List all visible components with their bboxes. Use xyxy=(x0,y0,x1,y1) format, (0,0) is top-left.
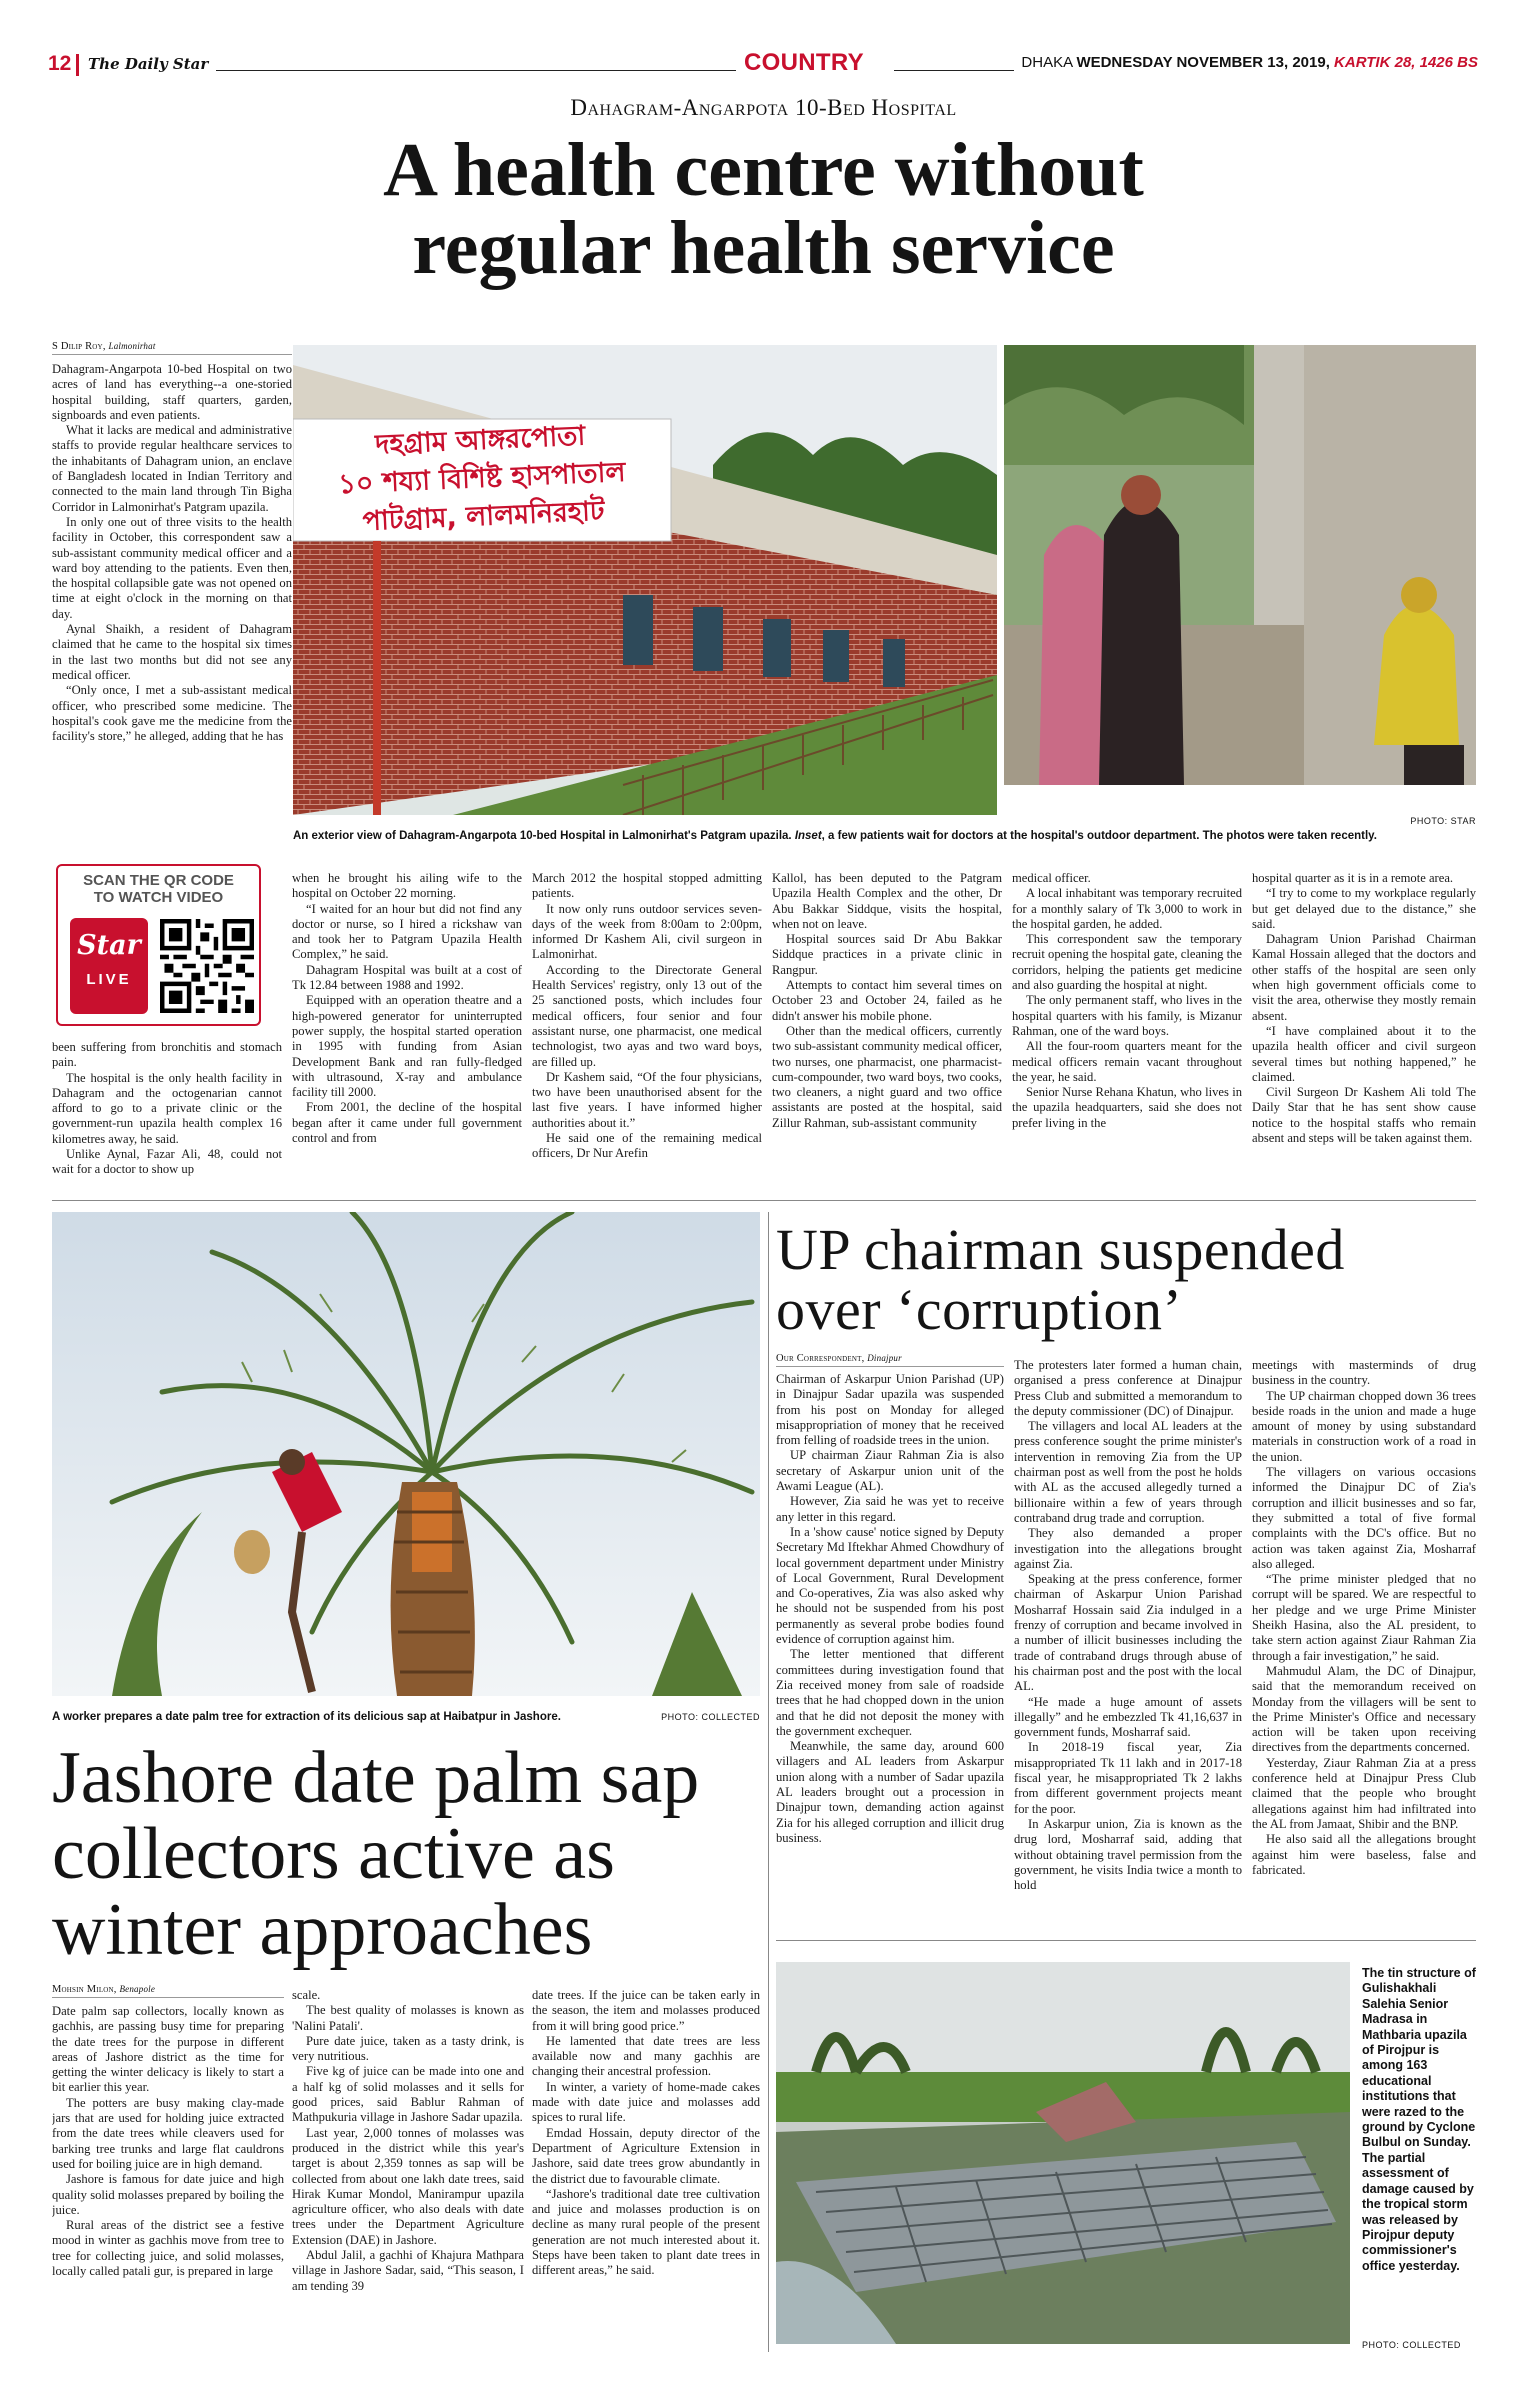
paragraph: The potters are busy making clay-made jars that are used for holding juice extracted from the date trees while cleavers used for barking tree trunks and large flat cauldrons used for boiling juice are in high demand. xyxy=(52,2095,284,2171)
paragraph: Date palm sap collectors, locally known as gachhis, are passing busy time for preparing the date trees for the purpose in different areas of Jashore district as the time for getting the winter delicacy is likely to start a bit earlier this year. xyxy=(52,2004,284,2095)
paragraph: Emdad Hossain, deputy director of the Department of Agriculture Extension in Jashore, said date trees grow abundantly in the district due to favourable climate. xyxy=(532,2125,760,2186)
story1-headline-line2: regular health service xyxy=(412,205,1115,290)
story1-photo-credit: PHOTO: STAR xyxy=(1410,816,1476,826)
paragraph: This correspondent saw the temporary recruit opening the hospital gate, cleaning the corridors, helping the patients get medicine and also guarding the hospital at night. xyxy=(1012,932,1242,993)
paragraph: Meanwhile, the same day, around 600 villagers and AL leaders from Askarpur union along with a number of Sadar upazila AL leaders brought out a procession in Dinajpur town, demanding action against Zia for his alleged corruption and illicit drug business. xyxy=(776,1739,1004,1845)
paragraph: Dr Kashem said, “Of the four physicians, two have been unauthorised absent for the last five years. I have informed higher authorities about it.” xyxy=(532,1069,762,1130)
qr-text-line2: TO WATCH VIDEO xyxy=(93,889,224,906)
paragraph: UP chairman Ziaur Rahman Zia is also secretary of Askarpur union unit of the Awami League (AL). xyxy=(776,1448,1004,1494)
paragraph: Civil Surgeon Dr Kashem Ali told The Daily Star that he has sent show cause notice to the hospital staffs who remain absent and steps will be taken against them. xyxy=(1252,1085,1476,1146)
hospital-signboard xyxy=(293,411,673,549)
story3-headline xyxy=(52,1737,760,1971)
qr-text-line1: SCAN THE QR CODE xyxy=(83,872,234,889)
paragraph: In Askarpur union, Zia is known as the drug lord, Mosharraf said, adding that without obtaining travel permission from the government, he visits India twice a month to hold xyxy=(1014,1816,1242,1893)
caption-text: , a few patients wait for doctors at the hospital's outdoor department. The photos were taken recently. xyxy=(821,830,1377,842)
paper-logo: The Daily Star xyxy=(88,55,209,73)
sign-line3: পাটগ্রাম, লালমনিরহাট xyxy=(361,495,606,538)
paragraph: What it lacks are medical and administrative staffs to provide regular healthcare services to the inhabitants of Dahagram union, an enclave of Bangladesh located in Indian Territory and connected to the main land through Tin Bigha Corridor in Lalmonirhat's Patgram upazila. xyxy=(52,423,292,514)
story2-headline-line2: over ‘corruption’ xyxy=(776,1277,1183,1342)
caption-text: An exterior view of Dahagram-Angarpota 10-bed Hospital in Lalmonirhat's Patgram upazila. xyxy=(293,830,795,842)
paragraph: The only permanent staff, who lives in the hospital quarters with his family, is Mizanur Rahman, one of the ward boys. xyxy=(1012,993,1242,1038)
star-logo-text: Star xyxy=(77,930,141,961)
story2-headline xyxy=(776,1217,1476,1342)
paragraph: Pure date juice, taken as a tasty drink, is very nutritious. xyxy=(292,2033,524,2064)
date-palm-art xyxy=(52,1212,760,1696)
dateline-date: WEDNESDAY NOVEMBER 13, 2019, xyxy=(1076,54,1330,71)
paragraph: It now only runs outdoor services seven-days of the week from 8:00am to 2:00pm, informed Dr Kashem Ali, civil surgeon in Lalmonirhat. xyxy=(532,901,762,962)
section-title: COUNTRY xyxy=(744,49,864,76)
paragraph: “The prime minister pledged that no corrupt will be spared. We are respectful to her pledge and we urge Prime Minister Sheikh Hasina, also the AL president, to take stern action against Ziaur Rahman Zia through a fair investigation,” he said. xyxy=(1252,1572,1476,1663)
paragraph: Senior Nurse Rehana Khatun, who lives in the upazila headquarters, said she does not prefer living in the xyxy=(1012,1085,1242,1130)
paragraph: Aynal Shaikh, a resident of Dahagram claimed that he came to the hospital six times in the last two months but did not see any medical officer. xyxy=(52,622,292,682)
paragraph: “I try to come to my workplace regularly but get delayed due to the distance,” she said. xyxy=(1252,886,1476,931)
story2-byline-name: Our Correspondent, xyxy=(776,1353,865,1364)
section-divider xyxy=(52,1200,1476,1201)
story1-byline-name: S Dilip Roy, xyxy=(52,341,106,352)
paragraph: The UP chairman chopped down 36 trees beside roads in the union and made a huge amount of money by using substandard materials in construction work of a road in the union. xyxy=(1252,1388,1476,1464)
page-number-bar xyxy=(76,54,79,76)
paragraph: The hospital is the only health facility in Dahagram and the octogenarian cannot afford to go to a private clinic or the government-run upazila health complex 16 kilometres away, he said. xyxy=(52,1070,282,1146)
paragraph: medical officer. xyxy=(1012,871,1091,885)
date-palm-photo xyxy=(52,1212,760,1696)
paragraph: Rural areas of the district see a festive mood in winter as gachhis move from tree to tree for collecting juice, and solid molasses, locally called patali gur, is prepared in large xyxy=(52,2218,284,2279)
paragraph: Unlike Aynal, Fazar Ali, 48, could not wait for a doctor to show up xyxy=(52,1147,282,1177)
story3-col2 xyxy=(292,1988,524,2352)
story1-col6 xyxy=(1252,871,1476,1188)
paragraph: In only one out of three visits to the health facility in October, this correspondent saw a sub-assistant community medical officer and a ward boy attending to the patients. Even then, the hospital collapsible gate was not opened on time at eight o'clock in the morning on that day. xyxy=(52,514,292,621)
paragraph: From 2001, the decline of the hospital began after it came under full government control and from xyxy=(292,1100,522,1146)
paragraph: Equipped with an operation theatre and a high-powered generator for uninterrupted power supply, the hospital started operation in 1995 with funding from Asian Development Bank and ran fully-fledged with ultrasound, X-ray and ambulance facility till 2000. xyxy=(292,993,522,1100)
story3-col1 xyxy=(52,2004,284,2352)
story2-byline xyxy=(776,1353,1004,1367)
story1-col1b xyxy=(52,1040,282,1188)
cyclone-photo-credit: PHOTO: COLLECTED xyxy=(1362,2340,1461,2350)
paragraph: Other than the medical officers, currently two sub-assistant community medical officer, two nurses, one pharmacist, one pharmacist-cum-compounder, two ward boys, two cooks, two cleaners, a night guard and two office assistants are posted at the hospital, said Zillur Rahman, sub-assistant community xyxy=(772,1023,1002,1130)
paragraph: The protesters later formed a human chain, organised a press conference at Dinajpur Press Club and submitted a memorandum to the deputy commissioner (DC) of Dinajpur. xyxy=(1014,1358,1242,1418)
caption-inset: Inset xyxy=(794,830,822,842)
live-logo-text: LIVE xyxy=(86,971,132,988)
story3-byline-name: Mohsin Milon, xyxy=(52,1984,117,1995)
paragraph: when he brought his ailing wife to the hospital on October 22 morning. xyxy=(292,871,522,901)
paragraph: The best quality of molasses is known as 'Nalini Patali'. xyxy=(292,2003,524,2033)
paragraph: Hospital sources said Dr Abu Bakkar Siddque practices in a private clinic in Rangpur. xyxy=(772,932,1002,977)
story1-col1 xyxy=(52,362,292,859)
cyclone-damage-art xyxy=(776,1962,1350,2344)
paragraph: The letter mentioned that different committees during investigation found that Zia received money from sale of roadside trees that he had chopped down in the union and that he did not deposit the money with the government exchequer. xyxy=(776,1647,1004,1738)
paragraph: Chairman of Askarpur Union Parishad (UP) in Dinajpur Sadar upazila was suspended from his post on Monday for alleged misappropriation of money that he received from felling of roadside trees in the union. xyxy=(776,1372,1004,1448)
dateline xyxy=(1021,54,1478,71)
date-palm-credit: PHOTO: COLLECTED xyxy=(661,1712,760,1722)
story1-col3 xyxy=(532,871,762,1188)
paragraph: In 2018-19 fiscal year, Zia misappropriated Tk 11 lakh and in 2017-18 fiscal year, he misappropriated Tk 2 lakhs from different government projects meant for the poor. xyxy=(1014,1740,1242,1816)
date-palm-caption: A worker prepares a date palm tree for extraction of its delicious sap at Haibatpur in Jashore. xyxy=(52,1711,561,1723)
paragraph: Five kg of juice can be made into one and a half kg of solid molasses and it sells for good prices, said Bablur Rahman of Mathpukuria village in Jashore Sadar upazila. xyxy=(292,2064,524,2125)
masthead-rule-left xyxy=(216,70,736,71)
story1-col2 xyxy=(292,871,522,1188)
dateline-city: DHAKA xyxy=(1021,54,1073,71)
story3-col3 xyxy=(532,1988,760,2352)
paragraph: Dahagram-Angarpota 10-bed Hospital on two acres of land has everything--a one-storied hospital building, staff quarters, garden, signboards and even patients. xyxy=(52,362,292,422)
story3-headline-line2: collectors active as xyxy=(52,1813,615,1895)
paragraph: Last year, 2,000 tonnes of molasses was produced in the district while this year's target is about 2,359 tonnes as sap will be collected from about one lakh date trees, said Hirak Kumar Mondol, Manirampur upazila agriculture officer, who also deals with date trees under the Department Agriculture Extension (DAE) in Jashore. xyxy=(292,2125,524,2247)
patients-inset-photo xyxy=(1004,345,1476,785)
sign-line1: দহগ্রাম আঙ্গরপোতা xyxy=(374,420,586,461)
qr-code-box[interactable] xyxy=(56,864,261,1026)
story1-byline xyxy=(52,341,292,355)
paragraph: Jashore is famous for date juice and high quality solid molasses prepared by boiling the juice. xyxy=(52,2172,284,2217)
vertical-divider xyxy=(768,1212,769,2352)
story3-byline-location: Benapole xyxy=(119,1984,156,1994)
paragraph: Mahmudul Alam, the DC of Dinajpur, said that the memorandum received on Monday from the villagers will be sent to the Prime Minister's Office and necessary action will be taken upon receiving directives from the departments concerned. xyxy=(1252,1663,1476,1755)
paragraph: hospital quarter as it is in a remote area. xyxy=(1252,871,1454,885)
paragraph: In a 'show cause' notice signed by Deputy Secretary Md Iftekhar Ahmed Chowdhury of local government department under Ministry of Local Government, Rural Development and Co-operatives, Zia was also asked why he should not be suspended from his post permanently as several probe bodies found evidence of corruption against him. xyxy=(776,1524,1004,1647)
cyclone-caption: The tin structure of Gulishakhali Salehia Senior Madrasa in Mathbaria upazila of Pirojpur is among 163 educational institutions that were razed to the ground by Cyclone Bulbul on Sunday. The partial assessment of damage caused by the tropical storm was released by Pirojpur deputy commissioner's office yesterday. xyxy=(1362,1966,1476,2273)
paragraph: He also said all the allegations brought against him were baseless, false and fabricated. xyxy=(1252,1832,1476,1877)
story1-byline-location: Lalmonirhat xyxy=(108,341,156,351)
paragraph: However, Zia said he was yet to receive any letter in this regard. xyxy=(776,1494,1004,1524)
story1-col4 xyxy=(772,871,1002,1188)
paragraph: Kallol, has been deputed to the Patgram Upazila Health Complex and the other, Dr Abu Bakkar Siddque, visits the hospital, when not on leave. xyxy=(772,871,1002,931)
story1-headline xyxy=(0,128,1527,290)
story1-headline-line1: A health centre without xyxy=(383,128,1144,212)
paragraph: March 2012 the hospital stopped admitting patients. xyxy=(532,871,762,901)
paragraph: Dahagram Hospital was built at a cost of Tk 12.84 between 1988 and 1992. xyxy=(292,962,522,993)
story2-col1 xyxy=(776,1372,1004,1932)
story2-byline-location: Dinajpur xyxy=(867,1353,902,1363)
paragraph: Yesterday, Ziaur Rahman Zia at a press conference held at Dinajpur Press Club claimed that the people who brought allegations against him had infiltrated into the AL from Jamaat, Shibir and the BNP. xyxy=(1252,1755,1476,1831)
sign-line2: ১০ শয্যা বিশিষ্ট হাসপাতাল xyxy=(337,456,627,501)
paragraph: They also demanded a proper investigation into the allegations brought against Zia. xyxy=(1014,1526,1242,1571)
paragraph: The villagers on various occasions informed the Dinajpur DC of Zia's corruption and illicit businesses and so far, they submitted a total of five formal complaints with the DC's office. But no action was taken against Zia, Mosharraf also alleged. xyxy=(1252,1465,1476,1571)
paragraph: He lamented that date trees are less available now and many gachhis are changing their ancestral profession. xyxy=(532,2033,760,2079)
story2-col2 xyxy=(1014,1358,1242,1932)
paragraph: He said one of the remaining medical officers, Dr Nur Arefin xyxy=(532,1131,762,1161)
story3-byline xyxy=(52,1984,284,1998)
paragraph: meetings with masterminds of drug business in the country. xyxy=(1252,1358,1476,1388)
paragraph: In winter, a variety of home-made cakes made with date juice and molasses add spices to rural life. xyxy=(532,2079,760,2125)
paragraph: been suffering from bronchitis and stomach pain. xyxy=(52,1040,282,1070)
star-live-logo xyxy=(70,918,148,1014)
story3-headline-line1: Jashore date palm sap xyxy=(52,1737,700,1819)
paragraph: date trees. If the juice can be taken early in the season, the item and molasses produced from it will bring good price.” xyxy=(532,1988,760,2033)
paragraph: Abdul Jalil, a gachhi of Khajura Mathpara village in Jashore Sadar, said, “This season, I am tending 39 xyxy=(292,2248,524,2293)
paragraph: “Jashore's traditional date tree cultivation and juice and molasses production is on decline as many rural people of the present generation are not much interested about it. Steps have been taken to plant date trees in different areas,” he said. xyxy=(532,2186,760,2278)
page-number: 12 xyxy=(48,52,72,75)
paragraph: “Only once, I met a sub-assistant medical officer, who prescribed some medicine. The hospital's cook gave me the medicine from the facility's store,” he alleged, adding that he has xyxy=(52,683,292,744)
story3-headline-line3: winter approaches xyxy=(52,1889,593,1971)
patients-inset-art xyxy=(1004,345,1476,785)
dateline-bangla: KARTIK 28, 1426 BS xyxy=(1334,54,1478,71)
paragraph: A local inhabitant was temporary recruited for a monthly salary of Tk 3,000 to work in the hospital garden, he added. xyxy=(1012,886,1242,931)
cyclone-damage-photo xyxy=(776,1962,1350,2344)
paragraph: All the four-room quarters meant for the medical officers remain vacant throughout the year, he said. xyxy=(1012,1039,1242,1084)
story4-divider xyxy=(776,1940,1476,1941)
hospital-photo xyxy=(293,345,997,815)
paragraph: Dahagram Union Parishad Chairman Kamal Hossain alleged that the doctors and other staffs of the hospital are seen only when high government officials come to visit the area, otherwise they mostly remain absent. xyxy=(1252,932,1476,1023)
story1-kicker: Dahagram-Angarpota 10-Bed Hospital xyxy=(570,95,957,120)
story2-headline-line1: UP chairman suspended xyxy=(776,1217,1345,1282)
story2-col3 xyxy=(1252,1358,1476,1932)
paragraph: “I have complained about it to the upazila health officer and civil surgeon several times but nothing happened,” he claimed. xyxy=(1252,1023,1476,1084)
story1-col5 xyxy=(1012,871,1242,1188)
story1-caption xyxy=(293,829,1476,843)
qr-code-icon[interactable] xyxy=(160,918,254,1014)
paragraph: “He made a huge amount of assets illegally” and he embezzled Tk 41,16,637 in government funds, Mosharraf said. xyxy=(1014,1694,1242,1740)
paragraph: scale. xyxy=(292,1988,321,2002)
paragraph: According to the Directorate General Health Services' registry, only 13 out of the 25 sanctioned posts, which includes four medical officers, four senior and four assistant nurse, one pharmacist, one medical technologist, two ayas and two ward boys, are filled up. xyxy=(532,962,762,1069)
paragraph: The villagers and local AL leaders at the press conference sought the prime minister's intervention in removing Zia from the UP chairman post as well from the post he holds with AL as the accused allegedly turned a billionaire within a few of years through contraband drug trade and corruption. xyxy=(1014,1419,1242,1525)
masthead-rule-right xyxy=(894,70,1014,71)
paragraph: “I waited for an hour but did not find any doctor or nurse, so I hired a rickshaw van and took her to Patgram Upazila Health Complex,” he said. xyxy=(292,901,522,962)
masthead xyxy=(48,46,1478,80)
paragraph: Attempts to contact him several times on October 23 and October 24, failed as he didn't answer his mobile phone. xyxy=(772,978,1002,1023)
paragraph: Speaking at the press conference, former chairman of Askarpur Union Parishad Mosharraf Hossain said Zia indulged in a frenzy of corruption and became involved in a number of illicit businesses including the trade of contraband drugs through abuse of his chairman post and the post with the local AL. xyxy=(1014,1572,1242,1694)
